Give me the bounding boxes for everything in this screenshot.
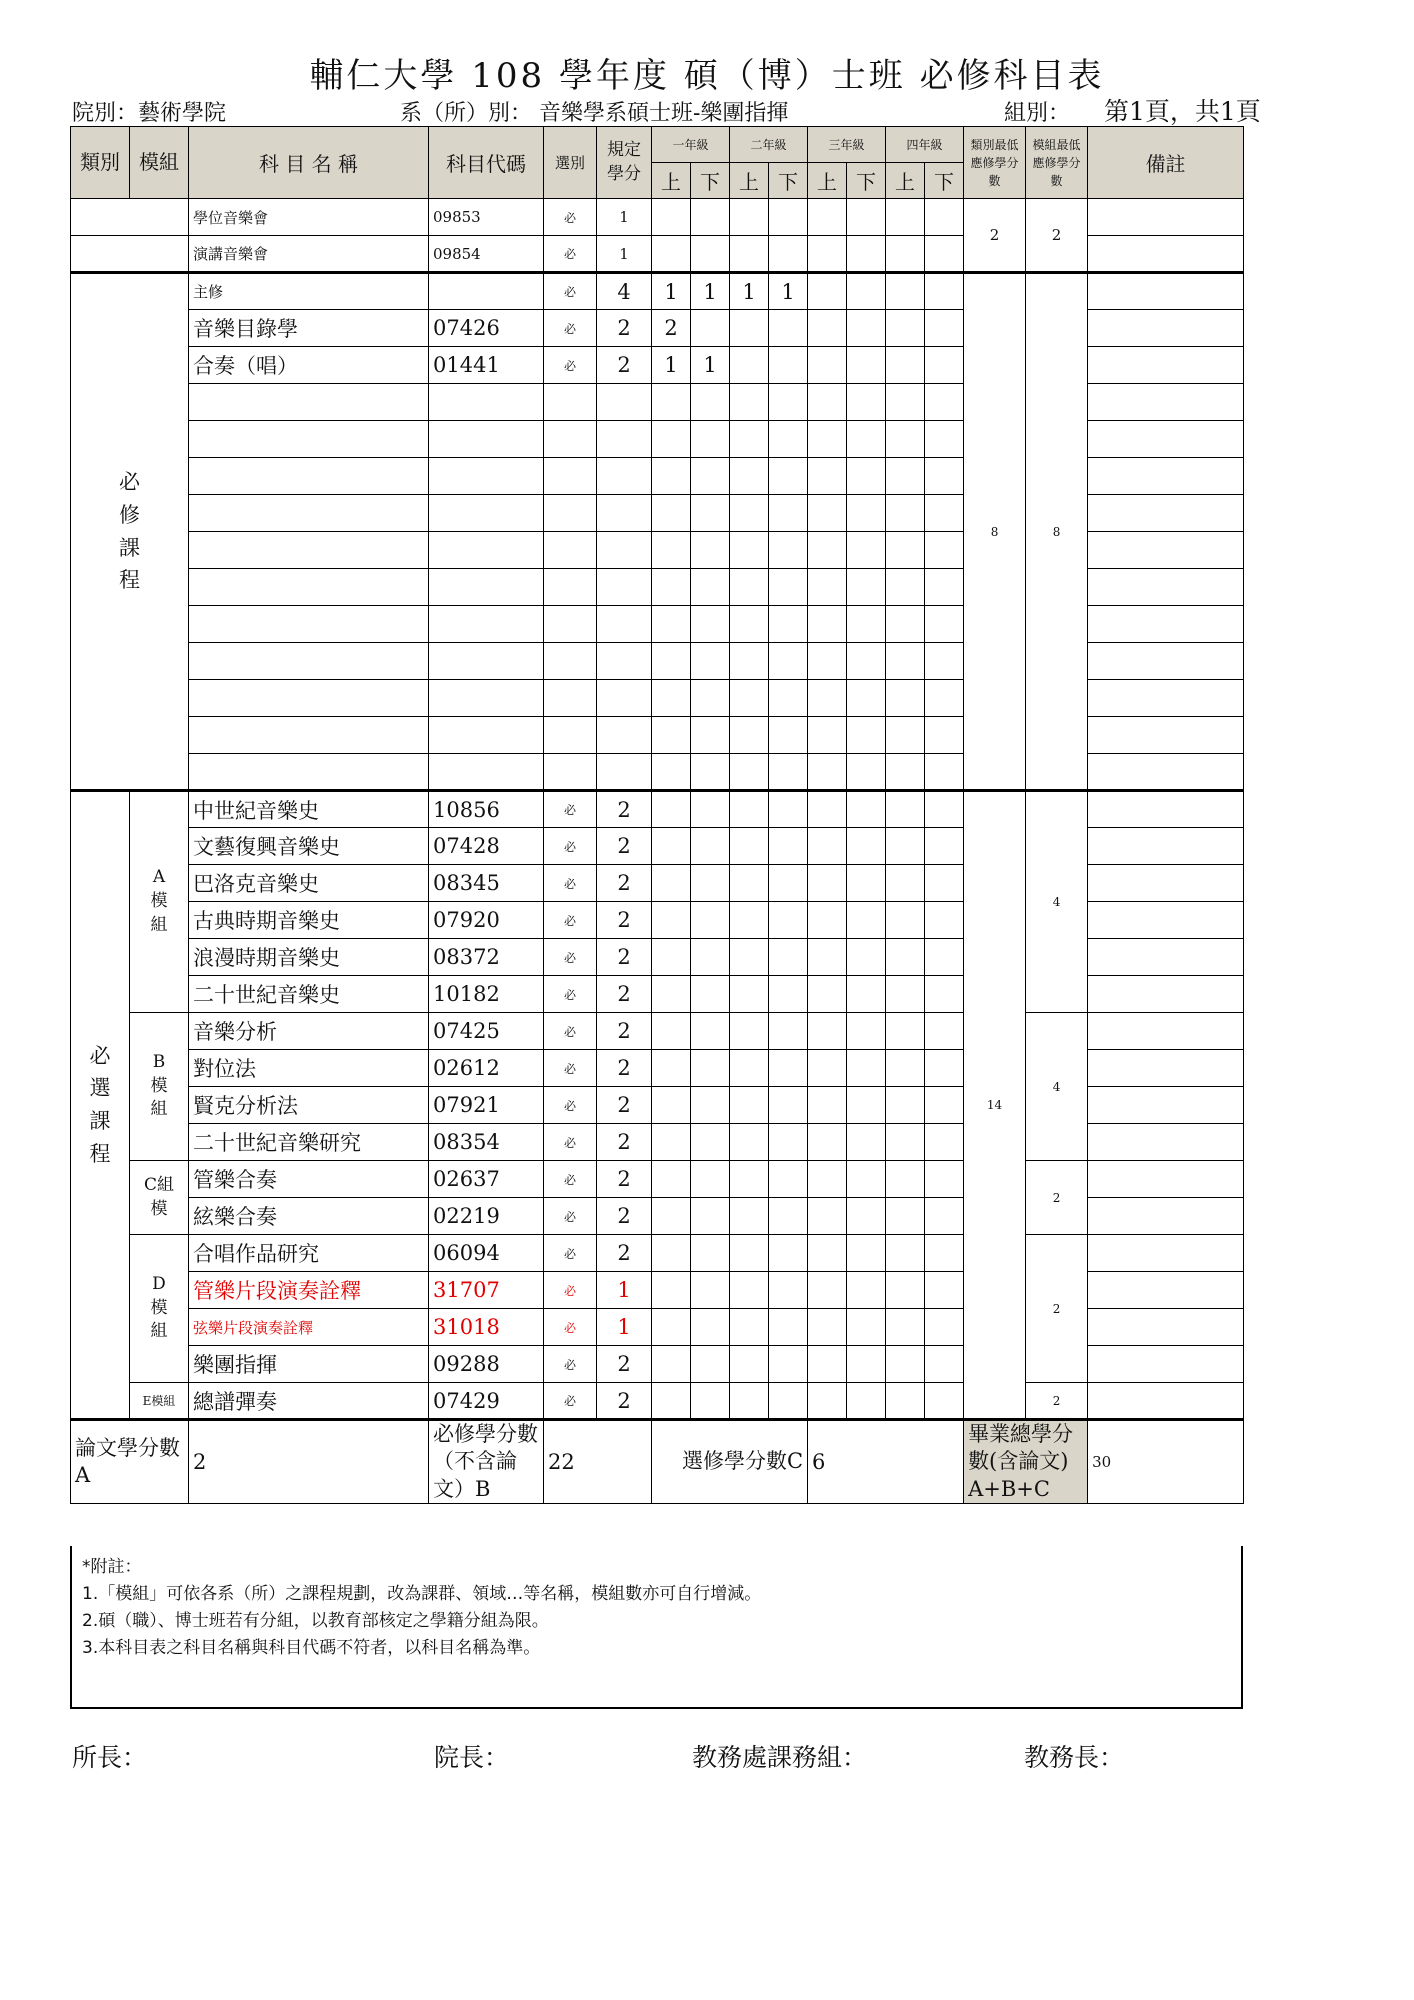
table-row: E模組 總譜彈奏 07429 必 2 2 [71,1383,1244,1420]
module-label-b: B模組 [150,1051,168,1120]
table-row: 浪漫時期音樂史 08372 必 2 [71,939,1244,976]
col-year4: 四年級 [886,127,964,163]
category-min: 8 [964,273,1026,791]
module-label-d: D模組 [150,1273,168,1342]
notes-section [70,1546,1243,1709]
table-row: 古典時期音樂史 07920 必 2 [71,902,1244,939]
col-year2: 二年級 [730,127,808,163]
page-title: 輔仁大學 108 學年度 碩（博）士班 必修科目表 [309,56,1105,96]
col-requirement: 選別 [544,127,597,199]
module-min: 2 [1026,1235,1088,1383]
note-item: 3.本科目表之科目名稱與科目代碼不符者，以科目名稱為準。 [82,1638,541,1658]
thesis-credits-value: 2 [189,1420,429,1504]
col-y3-down: 下 [847,163,886,199]
signature-registry: 教務處課務組： [692,1743,868,1772]
table-row: 樂團指揮 09288 必 2 [71,1346,1244,1383]
col-y2-down: 下 [769,163,808,199]
table-row: 管樂片段演奏詮釋 31707 必 1 [71,1272,1244,1309]
module-min: 2 [1026,1161,1088,1235]
table-row: 必選課程 A模組 中世紀音樂史 10856 必 2 14 4 [71,791,1244,828]
page-indicator: 第1頁，共1頁 [1104,97,1261,126]
col-y3-up: 上 [808,163,847,199]
required-credits-label: 必修學分數（不含論文）B [429,1420,544,1504]
table-row: 二十世紀音樂研究 08354 必 2 [71,1124,1244,1161]
col-y1-up: 上 [652,163,691,199]
module-min: 4 [1026,791,1088,1013]
table-row: 合奏（唱） 01441 必 2 1 1 [71,347,1244,384]
table-row: 必修課程 主修 必 4 1 1 1 1 8 8 [71,273,1244,310]
table-row: 二十世紀音樂史 10182 必 2 [71,976,1244,1013]
signature-dean: 院長： [434,1743,510,1772]
category-min: 2 [964,199,1026,273]
group-label: 組別： [1004,101,1071,126]
required-credits-value: 22 [544,1420,652,1504]
module-label-e: E模組 [130,1383,189,1420]
totals-row [71,1420,1244,1504]
col-year3: 三年級 [808,127,886,163]
module-min: 2 [1026,199,1088,273]
table-row: 音樂目錄學 07426 必 2 2 [71,310,1244,347]
table-row: 演講音樂會 09854 必 1 [71,236,1244,273]
course-table [70,126,1244,1504]
section-label-elective: 必選課程 [89,1043,111,1166]
signature-provost: 教務長： [1024,1743,1125,1772]
section-label-required: 必修課程 [119,470,140,593]
signature-director: 所長： [72,1743,148,1772]
col-module-min: 模組最低應修學分數 [1026,127,1088,199]
col-course-name: 科 目 名 稱 [189,127,429,199]
table-row: D模組 合唱作品研究 06094 必 2 2 [71,1235,1244,1272]
col-course-code: 科目代碼 [429,127,544,199]
graduation-credits-label: 畢業總學分數(含論文) A+B+C [964,1420,1088,1504]
category-min: 14 [964,791,1026,1420]
thesis-credits-label: 論文學分數A [71,1420,189,1504]
department-label: 系（所）別： 音樂學系碩士班-樂團指揮 [400,101,789,126]
col-y1-down: 下 [691,163,730,199]
table-row: 學位音樂會 09853 必 1 2 2 [71,199,1244,236]
module-label-a: A模組 [150,867,168,935]
col-y2-up: 上 [730,163,769,199]
table-row: C組模 管樂合奏 02637 必 2 2 [71,1161,1244,1198]
module-min: 8 [1026,273,1088,791]
col-y4-down: 下 [925,163,964,199]
table-row: 弦樂片段演奏詮釋 31018 必 1 [71,1309,1244,1346]
note-item: 1.「模組」可依各系（所）之課程規劃，改為課群、領域…等名稱，模組數亦可自行增減。 [82,1584,762,1604]
table-row: 巴洛克音樂史 08345 必 2 [71,865,1244,902]
col-module: 模組 [130,127,189,199]
note-item: 2.碩（職）、博士班若有分組，以教育部核定之學籍分組為限。 [82,1611,549,1631]
module-label-c: C組模 [143,1174,174,1219]
col-credits: 規定學分 [597,127,652,199]
elective-credits-value: 6 [808,1420,964,1504]
table-row: 文藝復興音樂史 07428 必 2 [71,828,1244,865]
col-year1: 一年級 [652,127,730,163]
module-min: 2 [1026,1383,1088,1420]
col-y4-up: 上 [886,163,925,199]
col-remarks: 備註 [1088,127,1244,199]
college-label: 院別：藝術學院 [72,101,227,126]
table-row: 對位法 02612 必 2 [71,1050,1244,1087]
table-row: B模組 音樂分析 07425 必 2 4 [71,1013,1244,1050]
col-category-min: 類別最低應修學分數 [964,127,1026,199]
table-row: 賢克分析法 07921 必 2 [71,1087,1244,1124]
elective-credits-label: 選修學分數C [652,1420,808,1504]
col-category: 類別 [71,127,130,199]
graduation-credits-value: 30 [1088,1420,1244,1504]
table-row: 絃樂合奏 02219 必 2 [71,1198,1244,1235]
module-min: 4 [1026,1013,1088,1161]
notes-heading: *附註： [82,1557,142,1577]
